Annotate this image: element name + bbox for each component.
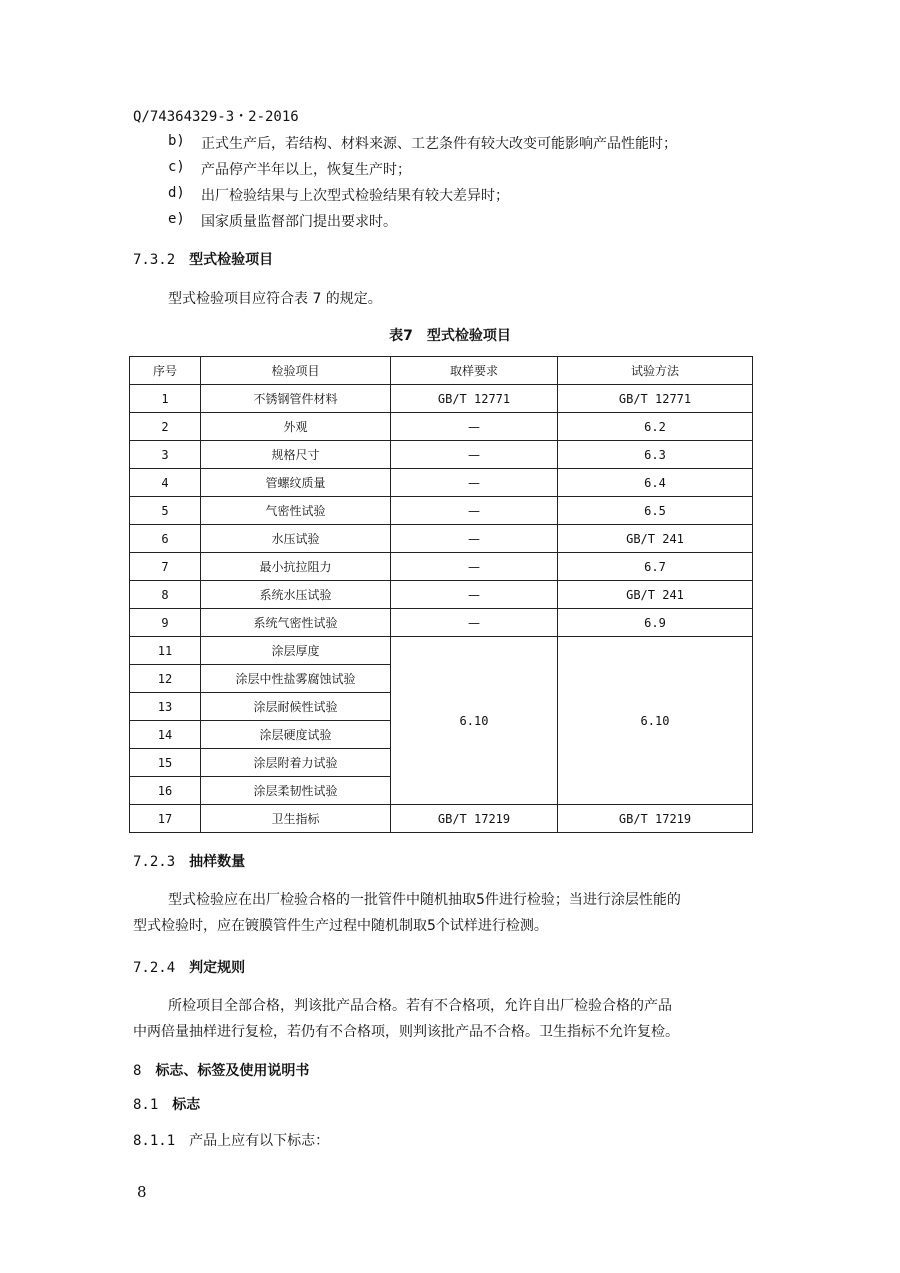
table-row (130, 525, 753, 553)
cell-item: 涂层柔韧性试验 (201, 777, 391, 805)
table-row (130, 413, 753, 441)
cell-no: 1 (130, 385, 201, 413)
cell-sampling: — (391, 581, 558, 609)
cell-no: 8 (130, 581, 201, 609)
cell-method: 6.9 (558, 609, 753, 637)
type-inspection-table (129, 356, 753, 833)
section-7-2-3-line-1: 型式检验应在出厂检验合格的一批管件中随机抽取5件进行检验；当进行涂层性能的 (168, 892, 681, 908)
section-title: 抽样数量 (189, 854, 246, 870)
cell-sampling: — (391, 469, 558, 497)
cell-method: GB/T 241 (558, 525, 753, 553)
cell-item: 水压试验 (201, 525, 391, 553)
section-heading-8-1 (133, 1094, 200, 1114)
cell-item: 最小抗拉阻力 (201, 553, 391, 581)
cell-item: 气密性试验 (201, 497, 391, 525)
table-caption: 表7 型式检验项目 (389, 328, 511, 344)
table-row (130, 553, 753, 581)
table-row (130, 385, 753, 413)
table-row (130, 469, 753, 497)
header-sampling: 取样要求 (391, 357, 558, 385)
cell-method: 6.7 (558, 553, 753, 581)
cell-sampling: — (391, 609, 558, 637)
header-item: 检验项目 (201, 357, 391, 385)
table-row (130, 609, 753, 637)
cell-sampling-merged: 6.10 (391, 637, 558, 805)
section-number: 8.1 (133, 1097, 159, 1113)
section-7-2-3-line-2: 型式检验时，应在镀膜管件生产过程中随机制取5个试样进行检测。 (133, 918, 548, 934)
cell-no: 12 (130, 665, 201, 693)
cell-method: GB/T 17219 (558, 805, 753, 833)
cell-no: 13 (130, 693, 201, 721)
cell-item: 涂层耐候性试验 (201, 693, 391, 721)
cell-no: 5 (130, 497, 201, 525)
cell-item: 外观 (201, 413, 391, 441)
list-marker: d) (168, 185, 185, 201)
cell-sampling: — (391, 525, 558, 553)
cell-item: 规格尺寸 (201, 441, 391, 469)
section-text: 产品上应有以下标志： (189, 1133, 330, 1149)
cell-item: 不锈钢管件材料 (201, 385, 391, 413)
cell-sampling: — (391, 553, 558, 581)
cell-no: 17 (130, 805, 201, 833)
section-heading-7-3-2 (133, 249, 273, 269)
cell-sampling: GB/T 12771 (391, 385, 558, 413)
section-number: 7.2.4 (133, 960, 176, 976)
cell-method: GB/T 241 (558, 581, 753, 609)
cell-method: 6.3 (558, 441, 753, 469)
table-row (130, 581, 753, 609)
cell-no: 15 (130, 749, 201, 777)
cell-method: 6.4 (558, 469, 753, 497)
cell-no: 6 (130, 525, 201, 553)
cell-item: 涂层中性盐雾腐蚀试验 (201, 665, 391, 693)
list-marker: b) (168, 133, 185, 149)
section-number: 8 (133, 1063, 142, 1079)
cell-item: 涂层厚度 (201, 637, 391, 665)
list-text: 正式生产后，若结构、材料来源、工艺条件有较大改变可能影响产品性能时； (201, 136, 677, 152)
header-no: 序号 (130, 357, 201, 385)
section-number: 8.1.1 (133, 1133, 176, 1149)
section-7-3-2-text: 型式检验项目应符合表 7 的规定。 (168, 291, 382, 307)
table-row (130, 497, 753, 525)
cell-method: 6.2 (558, 413, 753, 441)
cell-no: 16 (130, 777, 201, 805)
cell-item: 系统气密性试验 (201, 609, 391, 637)
table-row (130, 805, 753, 833)
header-method: 试验方法 (558, 357, 753, 385)
list-text: 产品停产半年以上，恢复生产时； (201, 162, 411, 178)
section-7-2-4-line-1: 所检项目全部合格，判该批产品合格。若有不合格项，允许自出厂检验合格的产品 (168, 998, 672, 1014)
section-heading-7-2-3 (133, 851, 245, 871)
cell-sampling: — (391, 441, 558, 469)
cell-sampling: — (391, 497, 558, 525)
cell-no: 14 (130, 721, 201, 749)
cell-item: 系统水压试验 (201, 581, 391, 609)
table-row (130, 637, 753, 665)
list-marker: c) (168, 159, 185, 175)
cell-item: 管螺纹质量 (201, 469, 391, 497)
section-number: 7.3.2 (133, 252, 176, 268)
cell-no: 4 (130, 469, 201, 497)
table-row (130, 441, 753, 469)
document-code: Q/74364329-3・2-2016 (133, 109, 299, 125)
cell-no: 11 (130, 637, 201, 665)
section-title: 标志、标签及使用说明书 (155, 1063, 310, 1079)
cell-method-merged: 6.10 (558, 637, 753, 805)
list-text: 国家质量监督部门提出要求时。 (201, 214, 397, 230)
section-number: 7.2.3 (133, 854, 176, 870)
table-header-row (130, 357, 753, 385)
section-8-1-1 (133, 1130, 329, 1150)
cell-method: 6.5 (558, 497, 753, 525)
section-heading-8 (133, 1060, 309, 1080)
section-title: 判定规则 (189, 960, 246, 976)
cell-no: 7 (130, 553, 201, 581)
cell-no: 3 (130, 441, 201, 469)
list-text: 出厂检验结果与上次型式检验结果有较大差异时； (201, 188, 509, 204)
cell-sampling: — (391, 413, 558, 441)
cell-no: 9 (130, 609, 201, 637)
cell-item: 涂层硬度试验 (201, 721, 391, 749)
cell-no: 2 (130, 413, 201, 441)
cell-item: 卫生指标 (201, 805, 391, 833)
page-number: 8 (137, 1183, 147, 1201)
cell-sampling: GB/T 17219 (391, 805, 558, 833)
cell-method: GB/T 12771 (558, 385, 753, 413)
section-heading-7-2-4 (133, 957, 245, 977)
section-7-2-4-line-2: 中两倍量抽样进行复检，若仍有不合格项，则判该批产品不合格。卫生指标不允许复检。 (133, 1024, 679, 1040)
section-title: 型式检验项目 (189, 252, 274, 268)
list-marker: e) (168, 211, 185, 227)
cell-item: 涂层附着力试验 (201, 749, 391, 777)
section-title: 标志 (172, 1097, 201, 1113)
